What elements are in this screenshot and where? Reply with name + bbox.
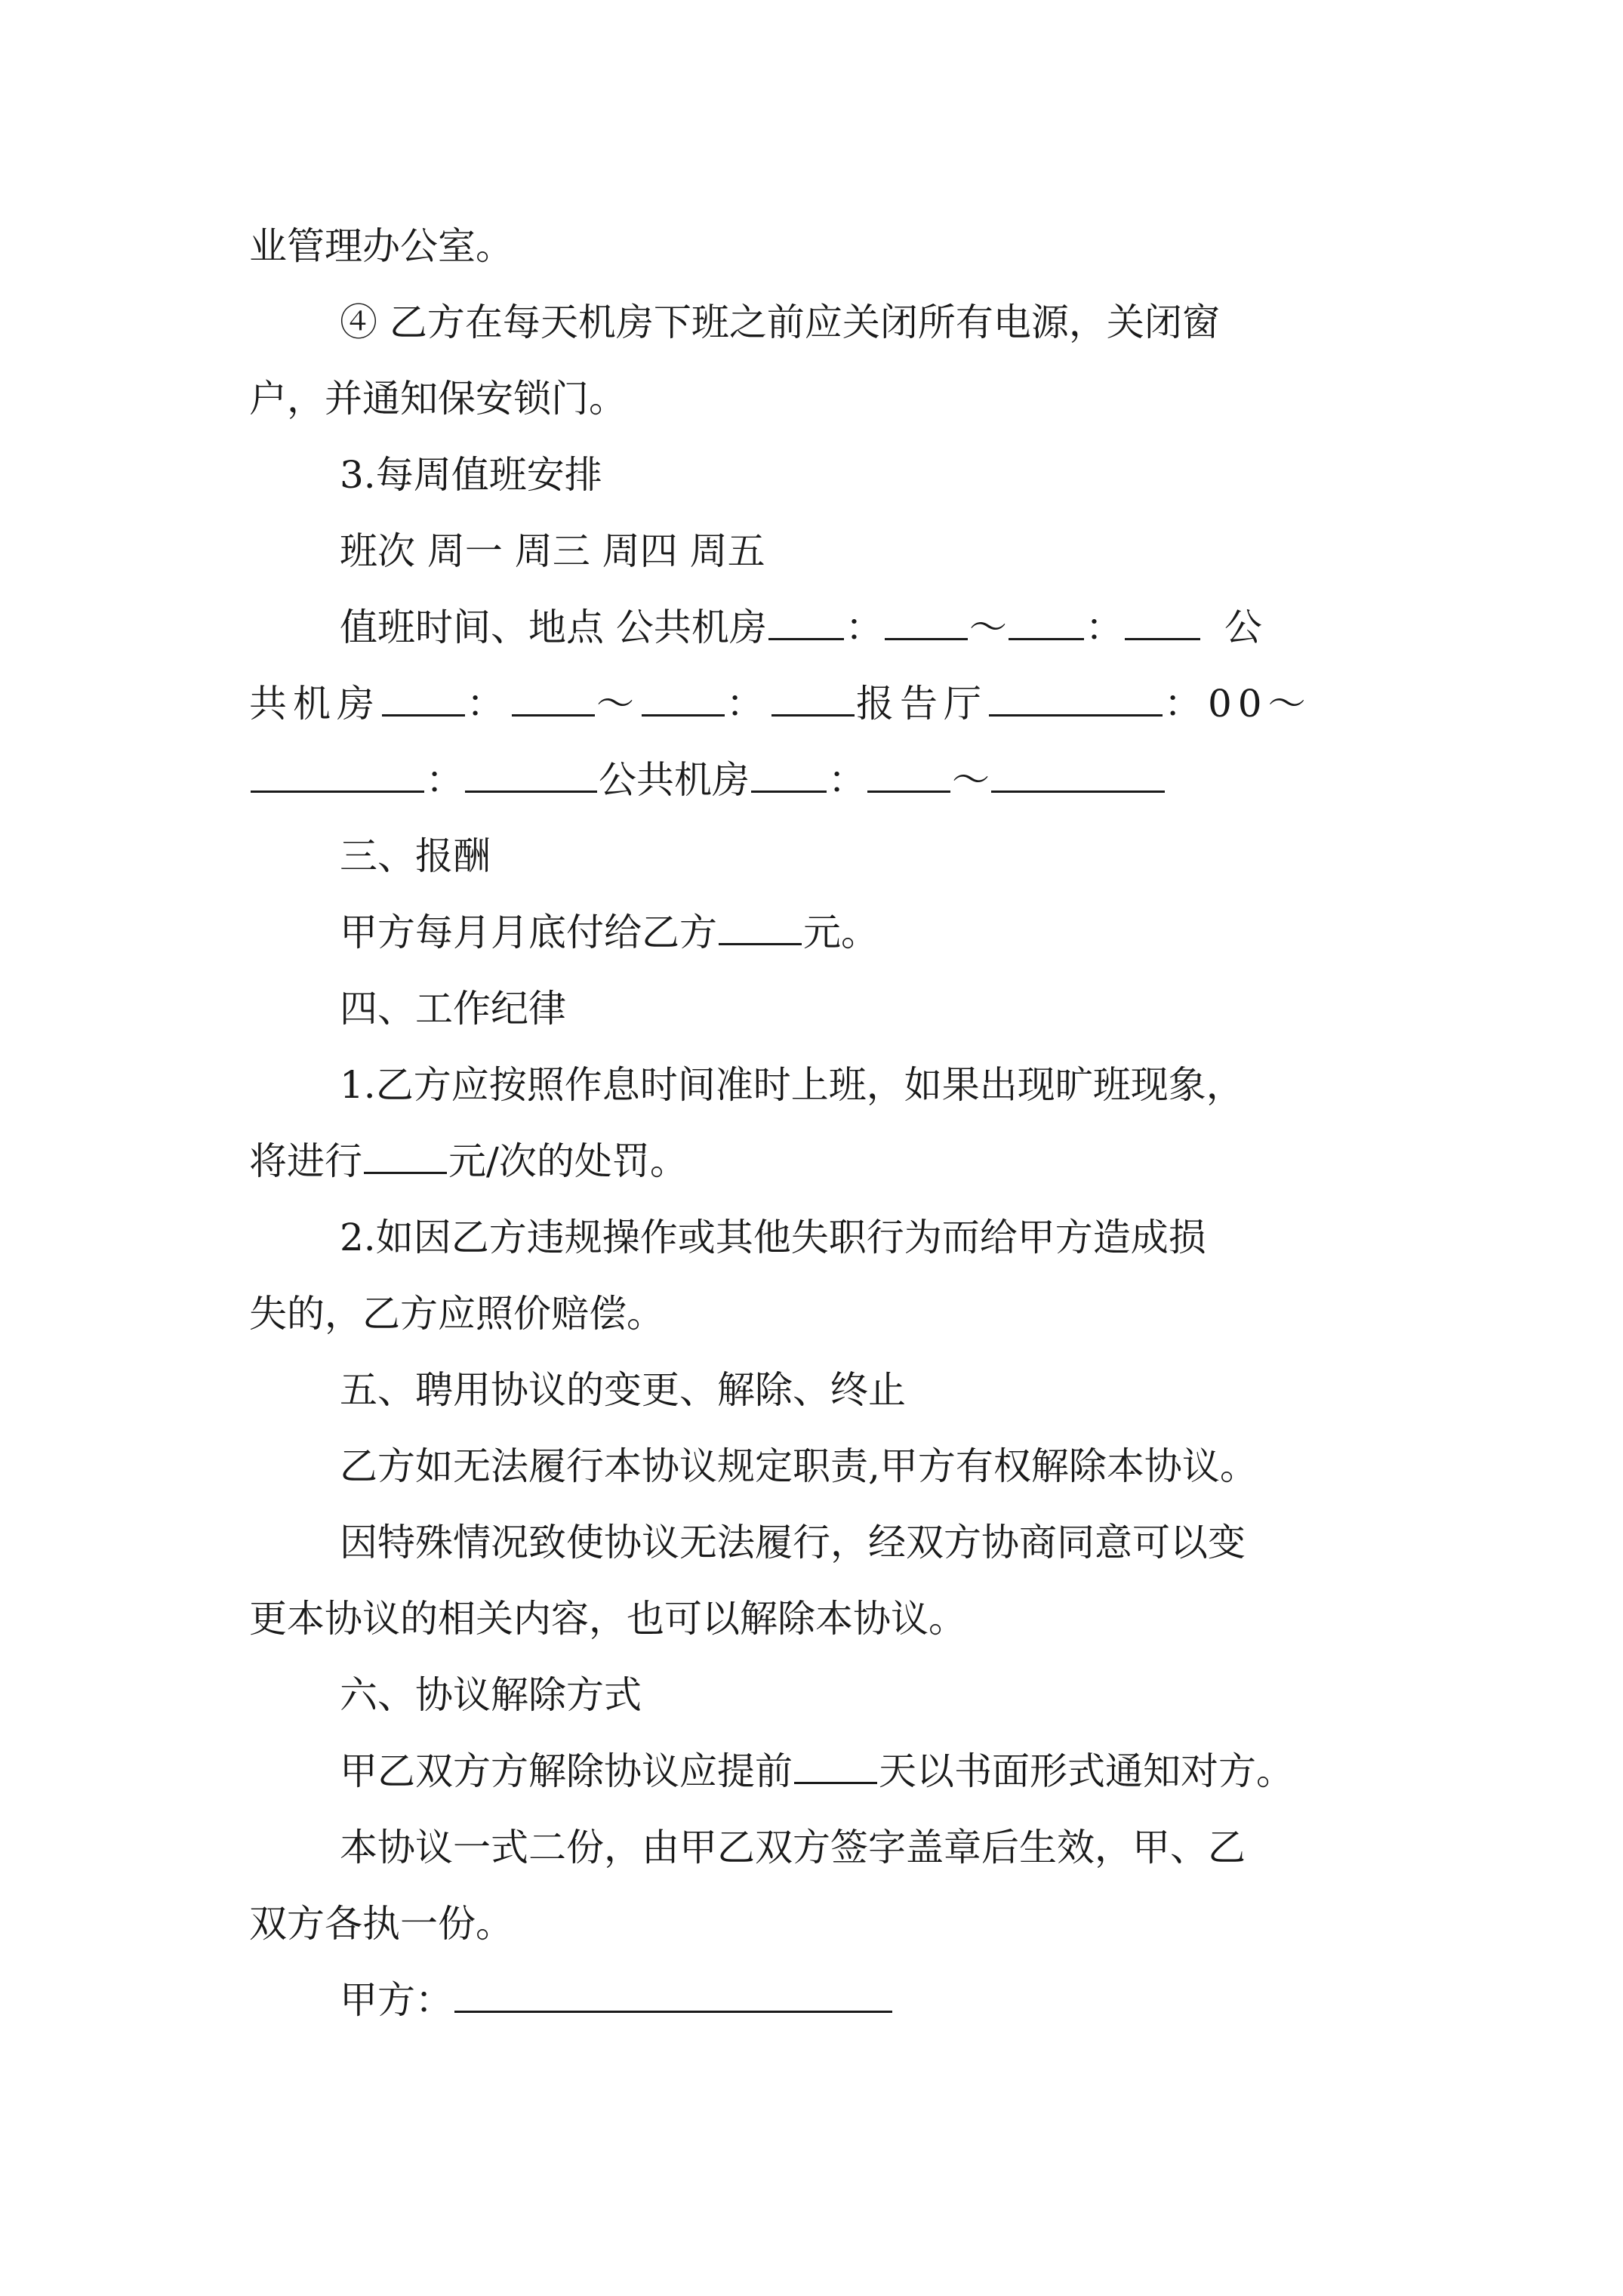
blank-field	[989, 676, 1163, 717]
blank-field	[771, 676, 855, 717]
text-segment: 将进行	[249, 1139, 362, 1183]
contract-body	[249, 208, 1397, 2039]
section-heading: 3.每周值班安排	[340, 453, 602, 497]
paragraph-line: 1.乙方应按照作息时间准时上班，如果出现旷班现象，	[340, 1063, 1244, 1107]
text-segment: 公共机房	[599, 758, 750, 802]
blank-field	[794, 1744, 877, 1784]
text-segment: 报告厅	[856, 682, 987, 726]
text-segment: ：00～	[1164, 682, 1312, 726]
blank-field	[867, 753, 950, 793]
text-segment: 天以书面形式通知对方。	[879, 1749, 1294, 1793]
text-segment: 公	[1224, 606, 1262, 649]
paragraph-line: 业管理办公室。	[249, 224, 513, 268]
text-segment: ～	[596, 682, 640, 726]
paragraph-line: 双方各执一份。	[249, 1902, 513, 1946]
blank-field	[1009, 600, 1084, 640]
blank-field	[719, 905, 802, 945]
paragraph-line: 失的，乙方应照价赔偿。	[249, 1292, 664, 1336]
paragraph-line	[249, 1734, 1397, 1810]
paragraph-line: 因特殊情况致使协议无法履行，经双方协商同意可以变	[340, 1521, 1246, 1564]
text-segment: ：	[426, 758, 463, 802]
blank-field	[251, 753, 424, 793]
text-segment: ～	[952, 758, 990, 802]
blank-field	[465, 753, 597, 793]
blank-field	[364, 1134, 447, 1174]
blank-field	[512, 676, 595, 717]
section-heading: 四、工作纪律	[340, 987, 566, 1031]
text-segment: ：	[467, 682, 510, 726]
signature-line-party-a	[249, 1962, 1397, 2039]
blank-field	[885, 600, 968, 640]
paragraph-line: 2.如因乙方违规操作或其他失职行为而给甲方造成损	[340, 1216, 1206, 1259]
text-segment: 甲方每月月底付给乙方	[340, 911, 717, 954]
section-heading: 六、协议解除方式	[340, 1673, 642, 1717]
blank-field	[1125, 600, 1200, 640]
text-segment: ：	[1085, 606, 1123, 649]
schedule-time-row	[249, 666, 1397, 742]
schedule-time-row	[249, 742, 1397, 818]
text-segment: 共机房	[249, 682, 380, 726]
text-segment: 值班时间、地点 公共机房	[340, 606, 767, 649]
text-segment: 甲方：	[340, 1978, 453, 2022]
text-segment: ～	[969, 606, 1007, 649]
blank-field	[642, 676, 725, 717]
blank-field	[991, 753, 1165, 793]
paragraph-line: 更本协议的相关内容，也可以解除本协议。	[249, 1597, 966, 1641]
text-segment: ：	[726, 682, 770, 726]
text-segment: 元。	[803, 911, 879, 954]
paragraph-line: 乙方如无法履行本协议规定职责,甲方有权解除本协议。	[340, 1444, 1258, 1488]
schedule-shift-row: 班次 周一 周三 周四 周五	[340, 529, 765, 573]
paragraph-line	[249, 1123, 1397, 1200]
signature-blank	[454, 1973, 892, 2013]
text-segment: ：	[845, 606, 883, 649]
schedule-time-row	[249, 590, 1397, 666]
text-segment: 元/次的处罚。	[448, 1139, 688, 1183]
paragraph-line: ④ 乙方在每天机房下班之前应关闭所有电源，关闭窗	[340, 300, 1220, 344]
section-heading: 三、报酬	[340, 834, 491, 878]
text-segment: 甲乙双方方解除协议应提前	[340, 1749, 793, 1793]
text-segment: ：	[828, 758, 866, 802]
section-heading: 五、聘用协议的变更、解除、终止	[340, 1368, 906, 1412]
blank-field	[768, 600, 844, 640]
blank-field	[751, 753, 827, 793]
paragraph-line: 户，并通知保安锁门。	[249, 377, 627, 421]
paragraph-line: 本协议一式二份，由甲乙双方签字盖章后生效，甲、乙	[340, 1826, 1246, 1869]
paragraph-line	[249, 895, 1397, 971]
blank-field	[382, 676, 465, 717]
